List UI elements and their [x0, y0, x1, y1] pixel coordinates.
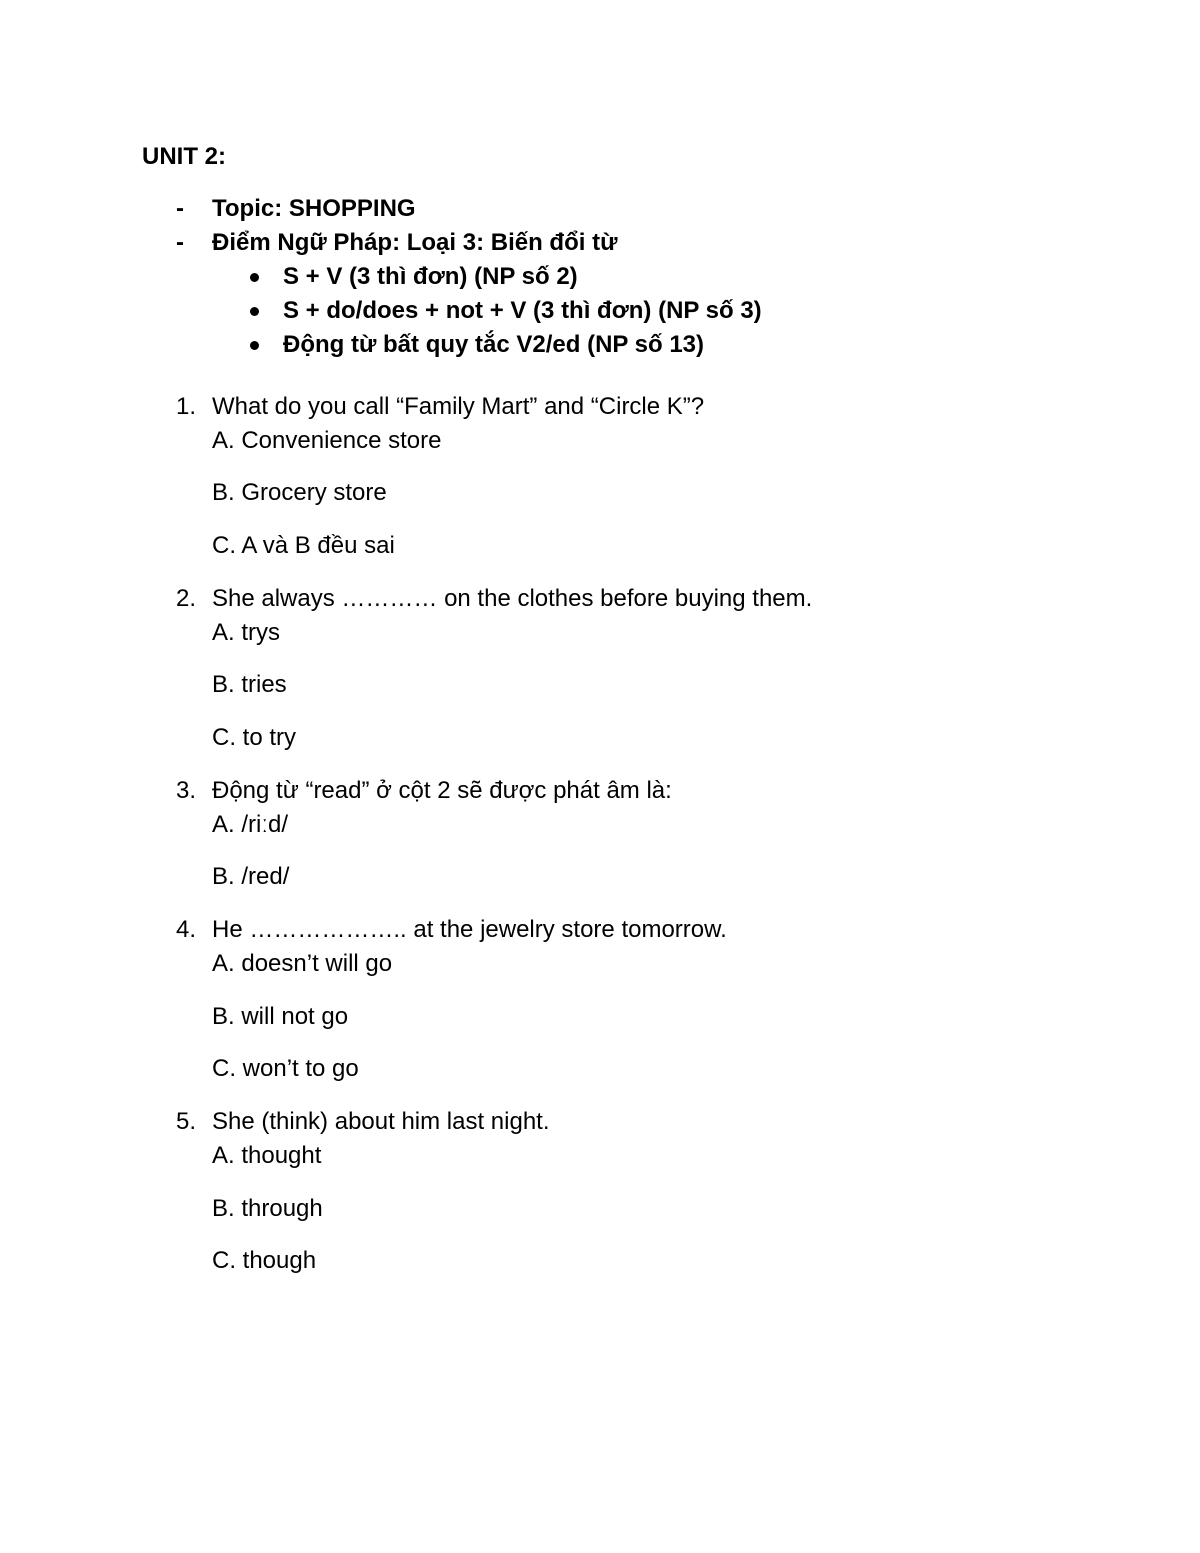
- bullet-icon: [250, 307, 259, 316]
- answer-option: B. Grocery store: [212, 479, 387, 506]
- question-number: 1.: [176, 393, 197, 420]
- answer-option: B. tries: [212, 671, 287, 698]
- answer-option: C. A và B đều sai: [212, 532, 395, 559]
- grammar-heading-text: Điểm Ngữ Pháp: Loại 3: Biến đổi từ: [212, 229, 618, 256]
- question-text: He ……………….. at the jewelry store tomorrow.: [212, 916, 727, 943]
- answer-option: A. Convenience store: [212, 427, 442, 454]
- question-number: 3.: [176, 777, 197, 804]
- grammar-point-text: S + V (3 thì đơn) (NP số 2): [283, 263, 578, 290]
- question-text: Động từ “read” ở cột 2 sẽ được phát âm là:: [212, 777, 672, 804]
- question-number: 4.: [176, 916, 197, 943]
- answer-option: B. will not go: [212, 1003, 349, 1030]
- bullet-icon: [250, 341, 259, 350]
- grammar-point-text: Động từ bất quy tắc V2/ed (NP số 13): [283, 331, 705, 358]
- dash-marker: -: [176, 229, 184, 256]
- answer-option: A. doesn’t will go: [212, 950, 393, 977]
- answer-option: C. to try: [212, 724, 297, 751]
- answer-option: A. thought: [212, 1142, 322, 1169]
- dash-marker: -: [176, 195, 184, 222]
- question-text: She always ………… on the clothes before buying them.: [212, 585, 813, 612]
- question-text: What do you call “Family Mart” and “Circle K”?: [212, 393, 705, 420]
- answer-option: C. won’t to go: [212, 1055, 359, 1082]
- answer-option: A. trys: [212, 619, 281, 646]
- answer-option: B. through: [212, 1195, 323, 1222]
- topic-text: Topic: SHOPPING: [212, 195, 416, 222]
- question-number: 2.: [176, 585, 197, 612]
- answer-option: B. /red/: [212, 863, 290, 890]
- grammar-point-text: S + do/does + not + V (3 thì đơn) (NP số 3): [283, 297, 762, 324]
- bullet-icon: [250, 273, 259, 282]
- question-text: She (think) about him last night.: [212, 1108, 550, 1135]
- answer-option: C. though: [212, 1247, 317, 1274]
- answer-option: A. /riːd/: [212, 811, 289, 838]
- unit-title: UNIT 2:: [142, 143, 226, 170]
- question-number: 5.: [176, 1108, 197, 1135]
